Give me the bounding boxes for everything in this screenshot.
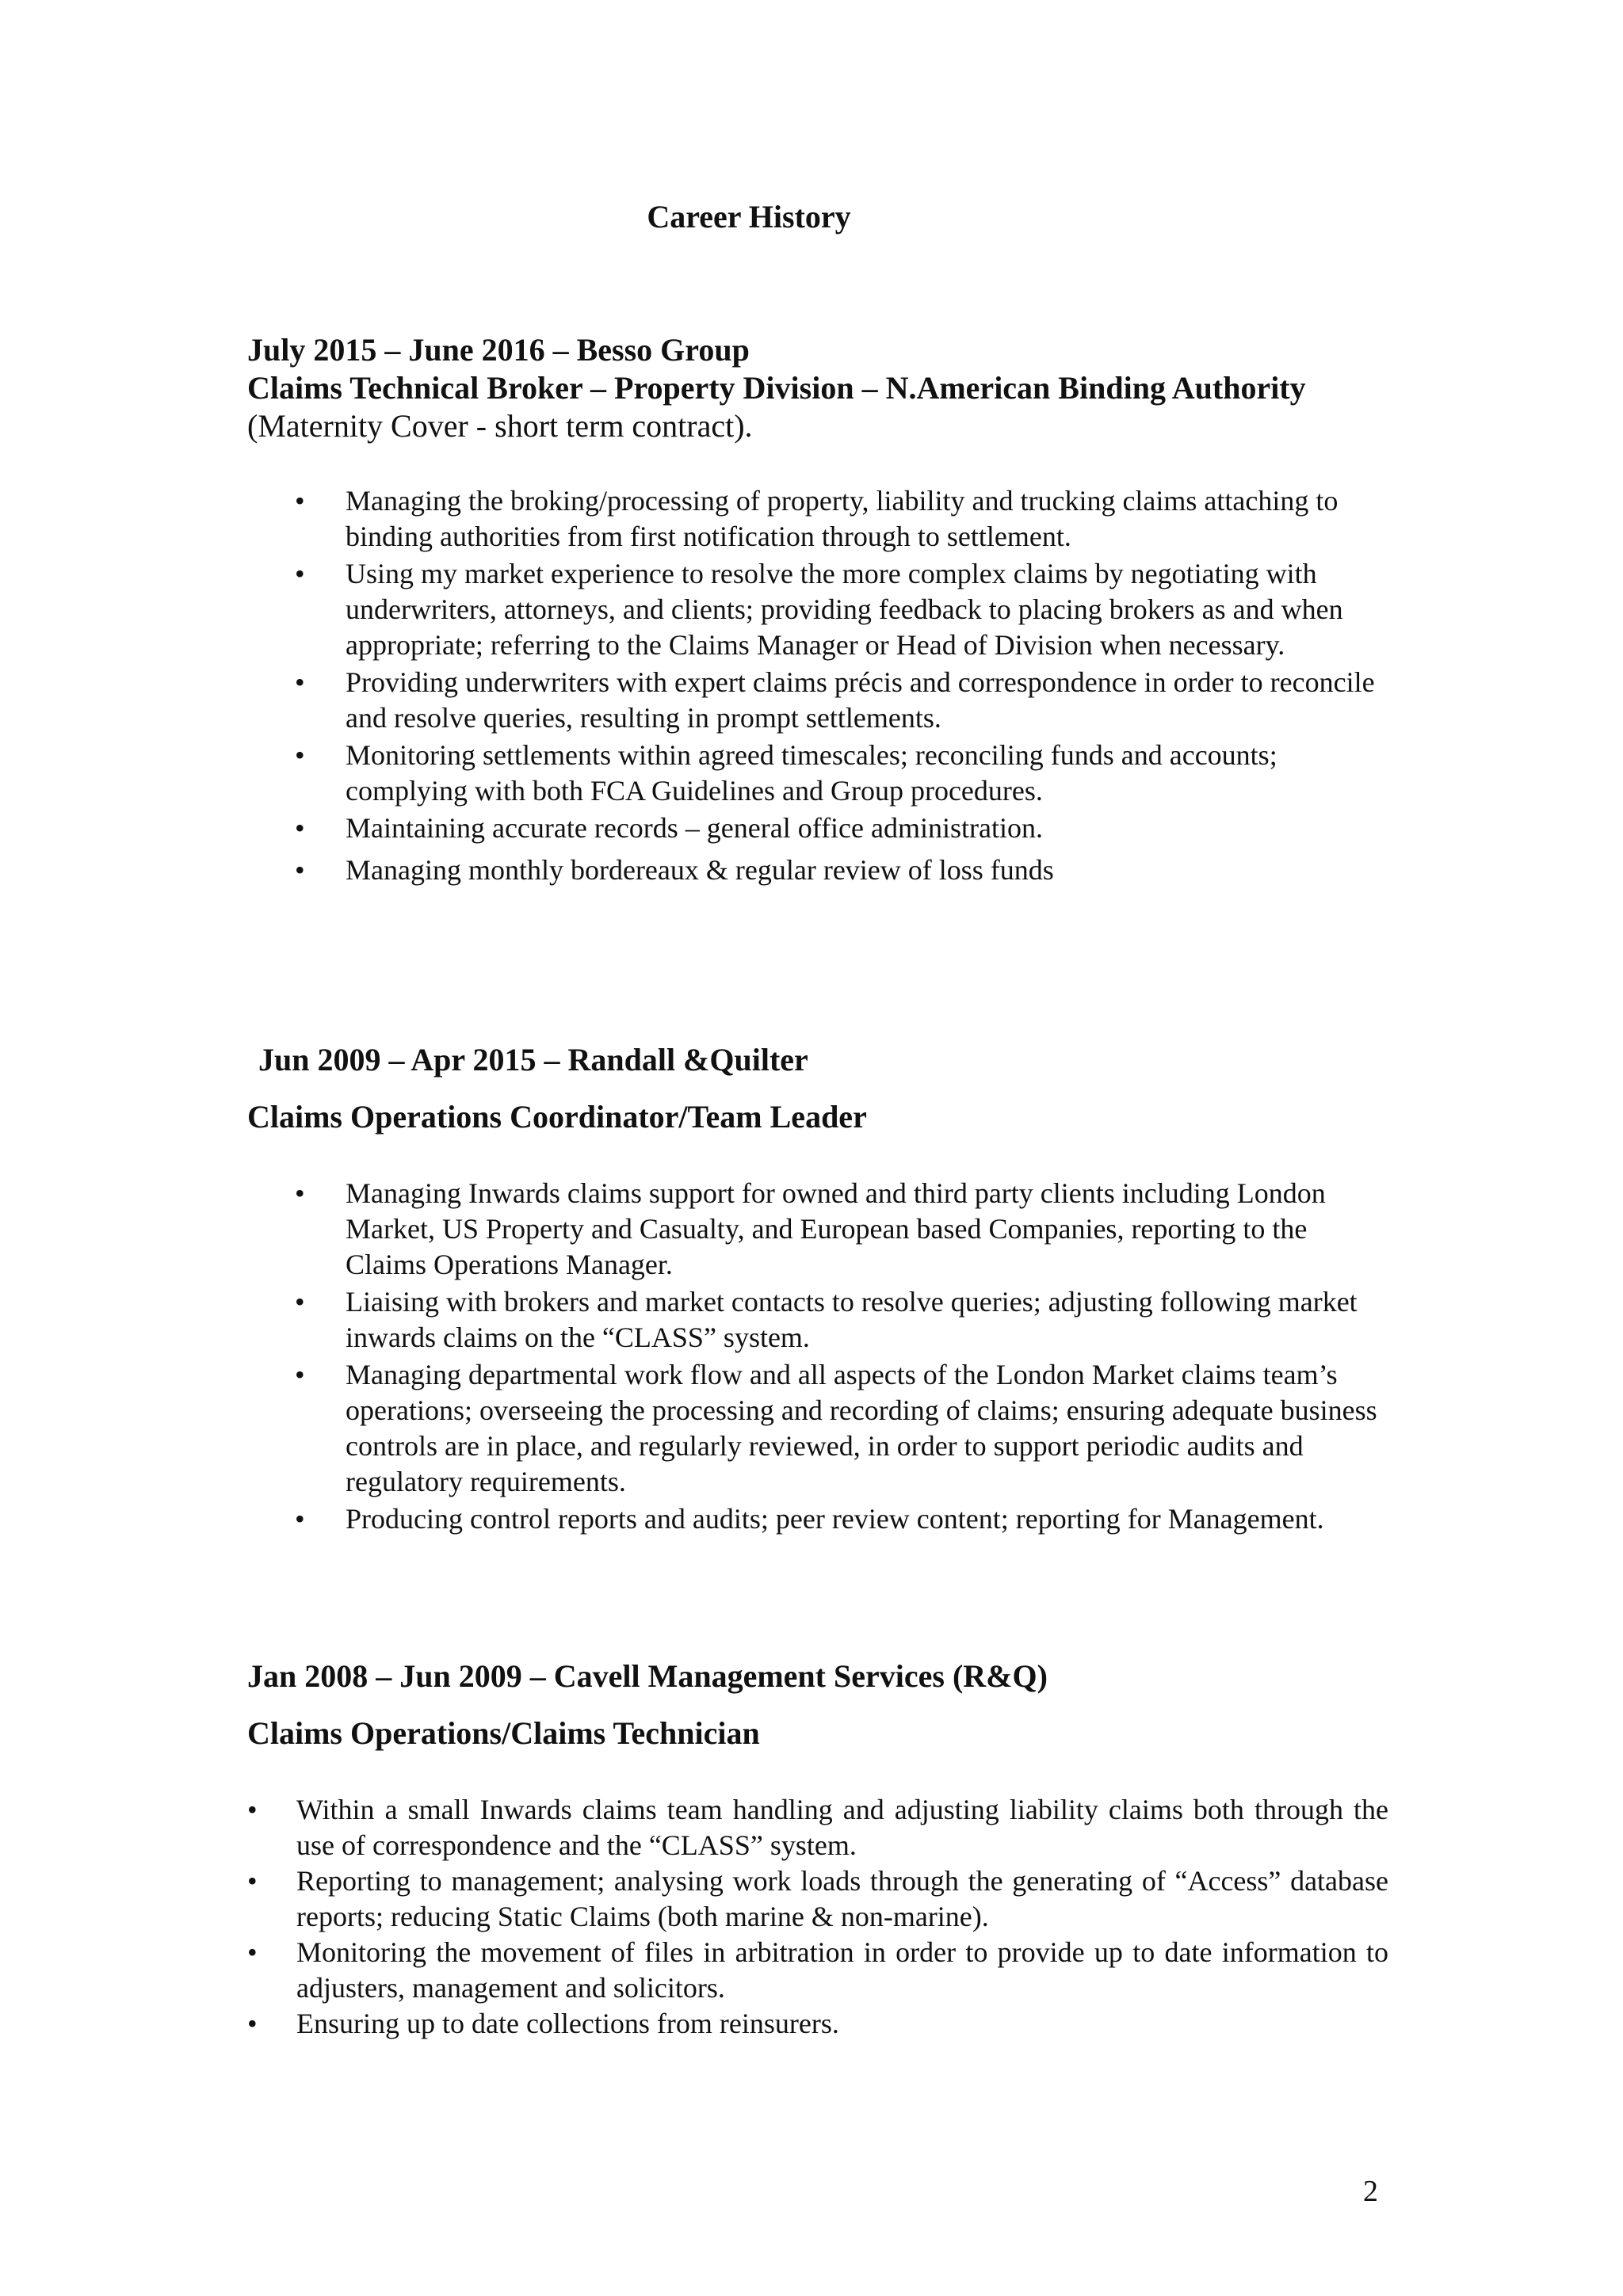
list-item [247,2006,1388,2042]
bullet-text: Managing monthly bordereaux & regular review of loss funds [346,854,1054,886]
bullet-icon: • [247,1865,258,1897]
job-cavell-role [247,1714,1388,1753]
bullet-text: Managing Inwards claims support for owned and third party clients including London Market, US Property and Casualty, and European based Companies, reporting to the Claims Operations Manager. [346,1177,1326,1280]
bullet-text: Within a small Inwards claims team handling and adjusting liability claims both through the use of correspondence and the “CLASS” system. [296,1794,1388,1861]
bullet-text: Managing the broking/processing of property, liability and trucking claims attaching to binding authorities from first notification through to settlement. [346,485,1338,552]
bullet-text: Monitoring settlements within agreed timescales; reconciling funds and accounts; complying with both FCA Guidelines and Group procedures. [346,739,1277,807]
bullet-text: Monitoring the movement of files in arbitration in order to provide up to date information to adjusters, management and solicitors. [296,1936,1388,2004]
bullet-text: Using my market experience to resolve the more complex claims by negotiating with underwriters, attorneys, and clients; providing feedback to placing brokers as and when appropriate; referring to the Claims Manager or Head of Division when necessary. [346,558,1343,661]
bullet-text: Ensuring up to date collections from reinsurers. [296,2008,839,2039]
bullet-icon: • [247,1936,258,1968]
bullet-text: Managing departmental work flow and all aspects of the London Market claims team’s operations; overseeing the processing and recording of claims; ensuring adequate business controls are in place, and regularly reviewed, in order to support periodic audits and regulatory requirements. [346,1359,1377,1497]
bullet-text: Reporting to management; analysing work loads through the generating of “Access” database reports; reducing Static Claims (both marine & non-marine). [296,1865,1388,1932]
job-cavell-bullets [247,1792,1388,2042]
bullet-icon: • [247,2008,258,2039]
job-randall-role [247,1098,1388,1136]
bullet-icon: • [295,558,305,589]
list-item [295,810,1392,846]
job-besso-header [247,331,1388,445]
bullet-icon: • [295,739,305,771]
job-role: Claims Operations/Claims Technician [247,1715,760,1751]
bullet-icon: • [295,812,305,844]
bullet-icon: • [247,1794,258,1825]
list-item [295,1357,1392,1500]
bullet-text: Liaising with brokers and market contacts to resolve queries; adjusting following market inwards claims on the “CLASS” system. [346,1286,1358,1353]
list-item [247,1792,1388,1863]
list-item [295,738,1392,809]
job-role: Claims Operations Coordinator/Team Leader [247,1099,867,1135]
job-dates-company: July 2015 – June 2016 – Besso Group [247,332,750,368]
list-item [295,1501,1392,1537]
bullet-icon: • [295,666,305,698]
list-item [295,665,1392,736]
page-number: 2 [1363,2175,1378,2208]
list-item [295,1284,1392,1356]
page-title: Career History [647,199,851,235]
job-randall-header [258,1041,1400,1079]
job-besso-bullets [295,483,1392,890]
list-item [247,1935,1388,2006]
bullet-icon: • [295,1359,305,1390]
job-dates-company: Jun 2009 – Apr 2015 – Randall &Quilter [258,1042,808,1077]
list-item [295,1176,1392,1283]
job-note: (Maternity Cover - short term contract). [247,408,753,444]
list-item [247,1863,1388,1935]
list-item [295,556,1392,663]
bullet-icon: • [295,1503,305,1535]
job-randall-bullets [295,1176,1392,1539]
list-item [295,483,1392,555]
bullet-icon: • [295,1177,305,1209]
list-item [295,852,1392,888]
bullet-icon: • [295,485,305,517]
job-dates-company: Jan 2008 – Jun 2009 – Cavell Management Services (R&Q) [247,1658,1048,1694]
bullet-text: Maintaining accurate records – general office administration. [346,812,1043,844]
job-cavell-header [247,1657,1388,1695]
bullet-icon: • [295,854,305,886]
job-role: Claims Technical Broker – Property Division – N.American Binding Authority [247,370,1306,406]
bullet-icon: • [295,1286,305,1318]
bullet-text: Providing underwriters with expert claims précis and correspondence in order to reconcile and resolve queries, resulting in prompt settlements. [346,666,1375,734]
bullet-text: Producing control reports and audits; peer review content; reporting for Management. [346,1503,1324,1535]
